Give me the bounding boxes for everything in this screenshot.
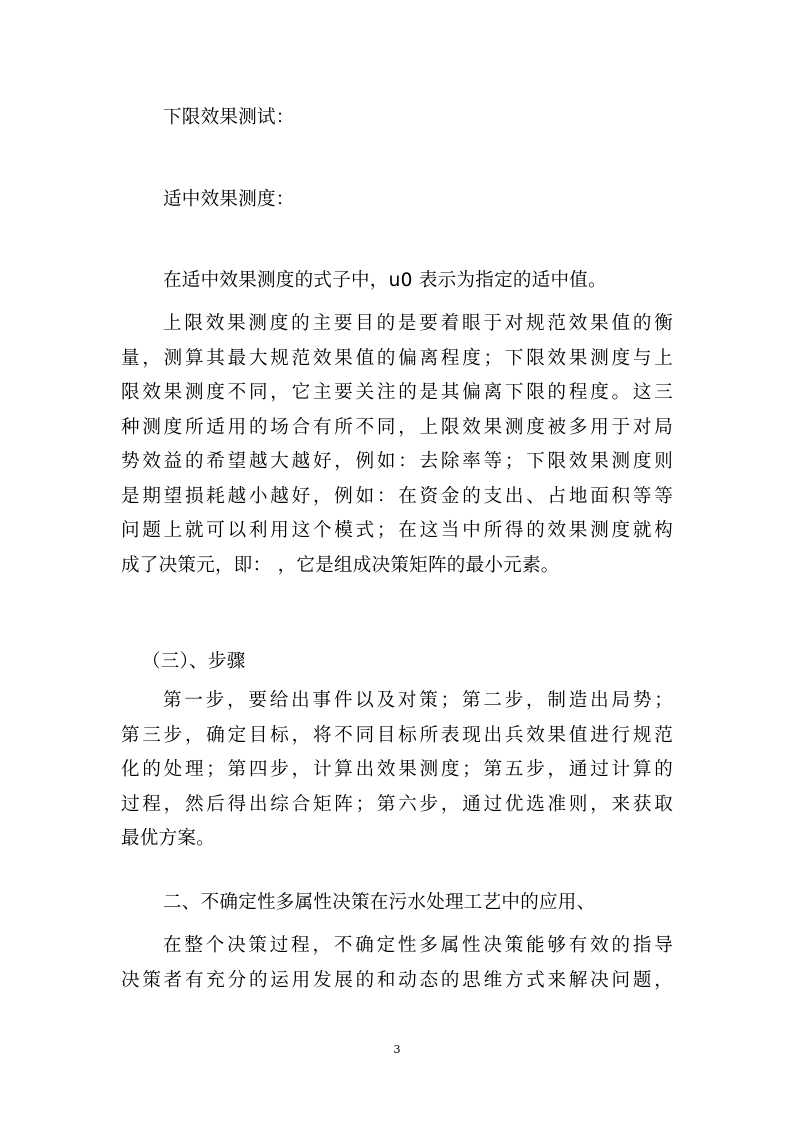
- heading-lower-limit: 下限效果测试：: [163, 107, 295, 128]
- page-number: 3: [393, 1043, 401, 1056]
- text-line: 量，测算其最大规范效果值的偏离程度；下限效果测度与上: [121, 347, 673, 369]
- text-line: 问题上就可以利用这个模式；在这当中所得的效果测度就构: [121, 520, 673, 541]
- text-line: 上限效果测度的主要目的是要着眼于对规范效果值的衡: [163, 313, 673, 334]
- paragraph-application: [121, 929, 673, 998]
- text-line: 种测度所适用的场合有所不同，上限效果测度被多用于对局: [121, 416, 673, 438]
- text-line: 第三步，确定目标，将不同目标所表现出兵效果值进行规范: [121, 724, 673, 746]
- text-line: 在整个决策过程，不确定性多属性决策能够有效的指导: [163, 935, 673, 956]
- paragraph-measures: [121, 307, 673, 583]
- text-line: 过程，然后得出综合矩阵；第六步，通过优选准则，来获取: [121, 793, 673, 815]
- paragraph-moderate-definition: 在适中效果测度的式子中，u0 表示为指定的适中值。: [163, 270, 607, 291]
- text-line: 成了决策元，即： ，它是组成决策矩阵的最小元素。: [121, 554, 560, 576]
- text-line: 是期望损耗越小越好，例如：在资金的支出、占地面积等等: [121, 485, 673, 507]
- text-line: 化的处理；第四步，计算出效果测度；第五步，通过计算的: [121, 759, 673, 780]
- text-line: 最优方案。: [121, 828, 216, 849]
- text-line: 第一步，要给出事件以及对策；第二步，制造出局势；: [163, 690, 673, 711]
- text-line: 势效益的希望越大越好，例如：去除率等；下限效果测度则: [121, 451, 673, 472]
- text-line: 限效果测度不同，它主要关注的是其偏离下限的程度。这三: [121, 382, 673, 403]
- text-line: 决策者有充分的运用发展的和动态的思维方式来解决问题，: [121, 969, 673, 991]
- paragraph-steps: [121, 684, 673, 857]
- heading-moderate: 适中效果测度：: [163, 189, 295, 210]
- section-heading-two: 二、不确定性多属性决策在污水处理工艺中的应用、: [163, 892, 596, 913]
- section-heading-steps: （三）、步骤: [142, 651, 246, 672]
